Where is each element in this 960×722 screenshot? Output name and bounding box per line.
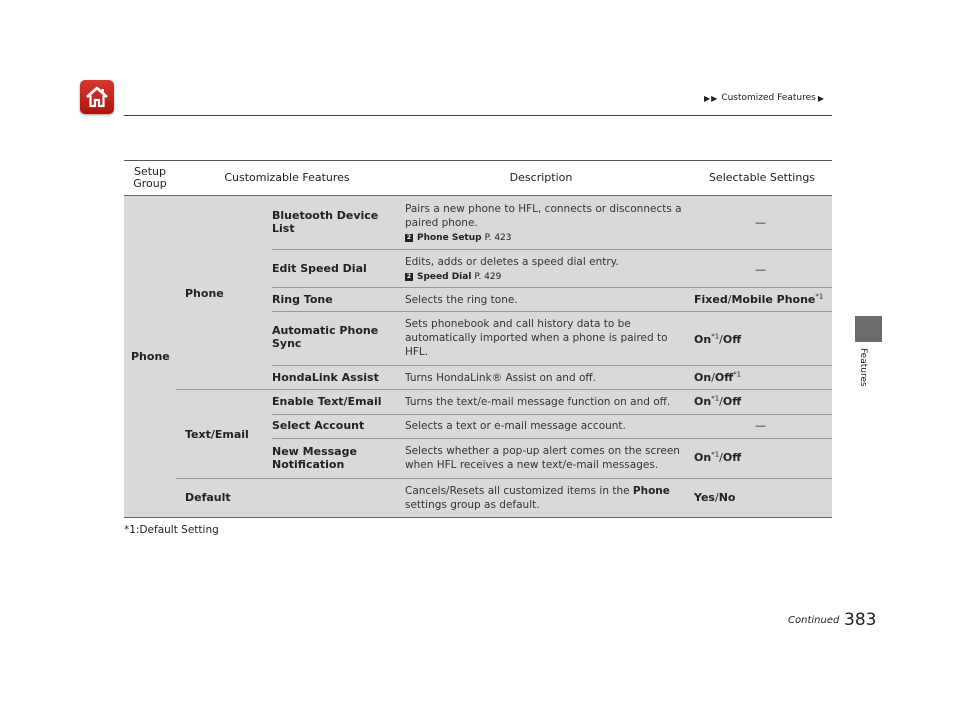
subgroup-phone: Phone xyxy=(185,287,224,300)
feature-hondalink-assist: HondaLink Assist xyxy=(272,371,379,384)
setting-separator: / xyxy=(714,491,719,504)
setting-separator: / xyxy=(719,451,723,464)
subgroup-text-email: Text/Email xyxy=(185,428,249,441)
setting-option: Off xyxy=(722,395,742,408)
page-number: 383 xyxy=(844,610,877,630)
reference-arrow-icon: 2 xyxy=(406,273,412,280)
description-text: Sets phonebook and call history data to be automatically imported when a phone is paired to HFL. xyxy=(405,318,668,358)
footnote-marker: *1 xyxy=(815,292,824,301)
setting-option: On xyxy=(694,333,712,346)
home-button[interactable] xyxy=(80,80,114,114)
setting-value xyxy=(694,491,735,504)
description-part: settings group as default. xyxy=(405,499,540,511)
breadcrumb-arrow-icon: ▶ xyxy=(711,93,718,103)
setting-option: On xyxy=(694,451,712,464)
reference-label: Phone Setup xyxy=(417,233,482,243)
section-tab-features[interactable] xyxy=(855,316,882,342)
table-row xyxy=(405,255,683,284)
breadcrumb-arrow-icon: ▶ xyxy=(817,93,824,103)
setting-separator: / xyxy=(719,333,723,346)
header-divider xyxy=(124,115,832,116)
setting-value: — xyxy=(755,263,766,276)
reference-link[interactable] xyxy=(405,231,683,245)
setting-option: Off xyxy=(714,371,734,384)
reference-link[interactable] xyxy=(405,270,683,284)
setting-option: Mobile Phone xyxy=(731,293,816,306)
setup-group-label: Phone xyxy=(131,350,170,363)
description-text: Edits, adds or deletes a speed dial entry. xyxy=(405,256,619,268)
setting-option: On xyxy=(694,371,712,384)
feature-select-account: Select Account xyxy=(272,419,365,432)
setting-separator: / xyxy=(727,293,732,306)
footnote-marker: *1 xyxy=(733,370,742,379)
setting-option: Off xyxy=(722,333,742,346)
breadcrumb-label: Customized Features xyxy=(721,93,816,103)
setting-option: Yes xyxy=(694,491,715,504)
group-divider xyxy=(176,478,832,479)
column-header-settings: Selectable Settings xyxy=(708,171,816,184)
description-text: Pairs a new phone to HFL, connects or disconnects a paired phone. xyxy=(405,203,682,229)
phone-group-band xyxy=(124,195,832,518)
continued-label: Continued xyxy=(788,615,840,626)
setting-value: — xyxy=(755,419,766,432)
row-divider xyxy=(272,438,832,439)
row-divider xyxy=(272,414,832,415)
description-text: Turns HondaLink® Assist on and off. xyxy=(405,372,596,384)
setting-option: On xyxy=(694,395,712,408)
setting-value xyxy=(694,451,741,464)
table-top-rule xyxy=(124,160,832,161)
home-icon xyxy=(84,84,110,110)
setting-separator: / xyxy=(719,395,723,408)
description-part: Cancels/Resets all customized items in the xyxy=(405,485,633,497)
reference-label: Speed Dial xyxy=(417,272,472,282)
row-divider xyxy=(272,365,832,366)
feature-new-message-notification: New Message Notification xyxy=(272,445,357,471)
section-label: Features xyxy=(858,348,868,387)
column-header-description: Description xyxy=(509,171,573,184)
setting-separator: / xyxy=(711,371,715,384)
row-divider xyxy=(272,287,832,288)
footnote: *1:Default Setting xyxy=(124,524,219,536)
setting-value xyxy=(694,333,741,346)
column-header-setup-group xyxy=(124,166,176,190)
subgroup-default: Default xyxy=(185,491,231,504)
setting-option: Off xyxy=(722,451,742,464)
description-text: Turns the text/e-mail message function on and off. xyxy=(405,396,671,408)
feature-ring-tone: Ring Tone xyxy=(272,293,333,306)
breadcrumb-arrow-icon: ▶ xyxy=(704,93,711,103)
description-text: Selects a text or e-mail message account. xyxy=(405,420,626,432)
group-divider xyxy=(176,389,832,390)
feature-automatic-phone-sync: Automatic Phone Sync xyxy=(272,324,379,350)
setting-option: Fixed xyxy=(694,293,728,306)
description-text xyxy=(405,484,683,512)
column-header-features: Customizable Features xyxy=(224,171,350,184)
table-row xyxy=(405,202,683,245)
footnote-marker: *1 xyxy=(711,450,720,459)
reference-arrow-icon: 2 xyxy=(406,234,412,241)
feature-enable-text-email: Enable Text/Email xyxy=(272,395,382,408)
description-emphasis: Phone xyxy=(632,485,670,497)
setting-value xyxy=(694,293,823,306)
setting-value: — xyxy=(755,216,766,229)
setting-value xyxy=(694,371,741,384)
feature-bluetooth-device-list: Bluetooth Device List xyxy=(272,209,379,235)
reference-page: P. 423 xyxy=(484,233,512,243)
setting-value xyxy=(694,395,741,408)
reference-page: P. 429 xyxy=(474,272,502,282)
column-header-text: Setup Group xyxy=(133,165,167,190)
setting-option: No xyxy=(718,491,736,504)
description-text: Selects the ring tone. xyxy=(405,294,518,306)
row-divider xyxy=(272,311,832,312)
footnote-marker: *1 xyxy=(711,394,720,403)
feature-edit-speed-dial: Edit Speed Dial xyxy=(272,262,367,275)
row-divider xyxy=(272,249,832,250)
footnote-marker: *1 xyxy=(711,332,720,341)
breadcrumb xyxy=(704,93,825,103)
description-text: Selects whether a pop-up alert comes on the screen when HFL receives a new text/e-mail messages. xyxy=(405,445,680,471)
settings-table xyxy=(124,160,832,518)
